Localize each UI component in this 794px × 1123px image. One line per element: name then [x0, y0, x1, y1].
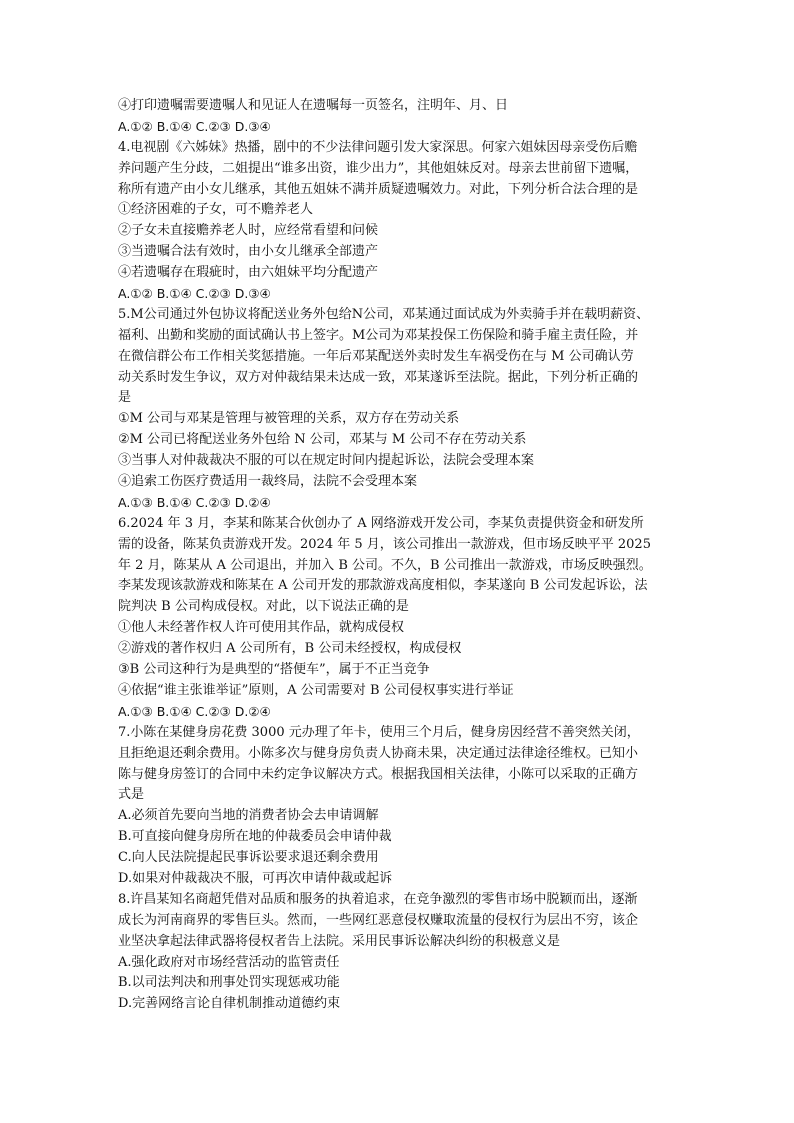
- q6-stem-line: 李某发现该款游戏和陈某在 A 公司开发的那款游戏高度相似，李某遂向 B 公司发起诉讼，法: [118, 578, 648, 594]
- q6-stem-line: 年 2 月，陈某从 A 公司退出，并加入 B 公司。不久，B 公司推出一款游戏，市场反映强烈。: [118, 557, 652, 573]
- q7-choice: C.向人民法院提起民事诉讼要求退还剩余费用: [118, 850, 379, 866]
- q8-choice: A.强化政府对市场经营活动的监管责任: [118, 954, 340, 970]
- q4-item: ④若遗嘱存在瑕疵时，由六姐妹平均分配遗产: [118, 265, 379, 281]
- q6-item: ②游戏的著作权归 A 公司所有，B 公司未经授权，构成侵权: [118, 641, 462, 657]
- q8-choice: B.以司法判决和刑事处罚实现惩戒功能: [118, 975, 340, 991]
- q6-options: A.①③ B.①④ C.②③ D.②④: [118, 703, 271, 719]
- question-4: [118, 138, 680, 305]
- q5-stem-line: 福利、出勤和奖励的面试确认书上签字。M公司为邓某投保工伤保险和骑手雇主责任险，并: [118, 327, 639, 343]
- q7-choice: D.如果对仲裁裁决不服，可再次申请仲裁或起诉: [118, 870, 393, 886]
- q3-item-4: ④打印遗嘱需要遗嘱人和见证人在遗嘱每一页签名，注明年、月、日: [118, 98, 509, 113]
- q5-stem-line: 是: [118, 390, 132, 406]
- question-8: [118, 890, 680, 1015]
- q6-item: ①他人未经著作权人许可使用其作品，就构成侵权: [118, 620, 405, 636]
- q5-item: ③当事人对仲裁裁决不服的可以在规定时间内提起诉讼，法院会受理本案: [118, 453, 535, 469]
- q7-stem-line: 且拒绝退还剩余费用。小陈多次与健身房负责人协商未果，决定通过法律途径维权。已知小: [118, 745, 639, 761]
- q4-stem-line: 称所有遗产由小女儿继承，其他五姐妹不满并质疑遗嘱效力。对此，下列分析合法合理的是: [118, 181, 639, 197]
- q6-item: ④依据“谁主张谁举证”原则，A 公司需要对 B 公司侵权事实进行举证: [118, 682, 514, 698]
- q4-stem-line: 4.电视剧《六姊妹》热播，剧中的不少法律问题引发大家深思。何家六姐妹因母亲受伤后赡: [118, 139, 638, 155]
- q5-item: ④追索工伤医疗费适用一裁终局，法院不会受理本案: [118, 474, 418, 490]
- q7-stem-line: 式是: [118, 787, 145, 803]
- q5-item: ①M 公司与邓某是管理与被管理的关系，双方存在劳动关系: [118, 411, 460, 427]
- q8-stem-line: 成长为河南商界的零售巨头。然而，一些网红恶意侵权赚取流量的侵权行为层出不穷，该企: [118, 912, 639, 928]
- q7-stem-line: 陈与健身房签订的合同中未约定争议解决方式。根据我国相关法律，小陈可以采取的正确方: [118, 766, 639, 782]
- q5-options: A.①③ B.①④ C.②③ D.②④: [118, 494, 271, 510]
- q7-choice: A.必须首先要向当地的消费者协会去申请调解: [118, 808, 379, 824]
- q6-stem-line: 院判决 B 公司构成侵权。对此，以下说法正确的是: [118, 599, 409, 615]
- q4-item: ①经济困难的子女，可不赡养老人: [118, 202, 314, 218]
- q6-item: ③B 公司这种行为是典型的“搭便车”，属于不正当竞争: [118, 662, 430, 678]
- q6-stem-line: 需的设备，陈某负责游戏开发。2024 年 5 月，该公司推出一款游戏，但市场反映平平 2025: [118, 536, 651, 552]
- q5-stem-line: 在微信群公布工作相关奖惩措施。一年后邓某配送外卖时发生车祸受伤在与 M 公司确认劳: [118, 348, 634, 364]
- question-7: [118, 723, 680, 890]
- question-5: [118, 305, 680, 514]
- q7-stem-line: 7.小陈在某健身房花费 3000 元办理了年卡，使用三个月后，健身房因经营不善突然关闭，: [118, 724, 640, 740]
- q8-choice: D.完善网络言论自律机制推动道德约束: [118, 996, 341, 1012]
- q8-stem-line: 业坚决拿起法律武器将侵权者告上法院。采用民事诉讼解决纠纷的积极意义是: [118, 933, 561, 949]
- q8-stem-line: 8.许昌某知名商超凭借对品质和服务的执着追求，在竞争激烈的零售市场中脱颖而出，逐渐: [118, 891, 638, 907]
- q4-stem-line: 养问题产生分歧，二姐提出“谁多出资，谁少出力”，其他姐妹反对。母亲去世前留下遗嘱，: [118, 160, 639, 176]
- q5-stem-line: 动关系时发生争议，双方对仲裁结果未达成一致，邓某遂诉至法院。据此，下列分析正确的: [118, 369, 639, 385]
- question-6: [118, 514, 680, 723]
- exam-page: [118, 96, 680, 1015]
- q5-stem-line: 5.M公司通过外包协议将配送业务外包给N公司，邓某通过面试成为外卖骑手并在载明薪资、: [118, 306, 650, 322]
- q4-item: ②子女未直接赡养老人时，应经常看望和问候: [118, 223, 379, 239]
- q4-item: ③当遗嘱合法有效时，由小女儿继承全部遗产: [118, 244, 379, 260]
- question-3-tail: [118, 96, 680, 138]
- q7-choice: B.可直接向健身房所在地的仲裁委员会申请仲裁: [118, 829, 392, 845]
- q4-options: A.①② B.①④ C.②③ D.③④: [118, 286, 271, 302]
- q6-stem-line: 6.2024 年 3 月，李某和陈某合伙创办了 A 网络游戏开发公司，李某负责提供资金和研发所: [118, 515, 644, 531]
- q5-item: ②M 公司已将配送业务外包给 N 公司，邓某与 M 公司不存在劳动关系: [118, 432, 527, 448]
- q3-options: A.①② B.①④ C.②③ D.③④: [118, 118, 271, 134]
